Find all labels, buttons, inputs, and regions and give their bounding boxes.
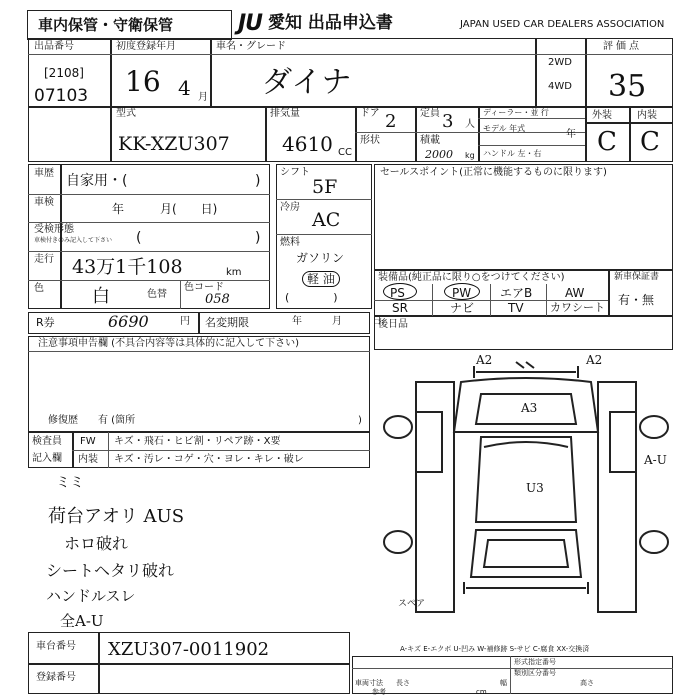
km-unit: km (226, 267, 242, 278)
fw-label: FW (80, 436, 96, 447)
rear-seat-label: 後日品 (378, 319, 408, 330)
chassis-label: 車台番号 (36, 641, 76, 652)
equip-aw: AW (565, 286, 585, 300)
interior-items: キズ・汚レ・コゲ・穴・ヨレ・キレ・破レ (114, 454, 304, 465)
yen-unit: 円 (180, 316, 190, 327)
receive-label: 受検形態 (34, 224, 74, 235)
equip-pw: PW (452, 286, 472, 300)
name-change-value: 年 月 日 (292, 316, 382, 327)
capacity-unit: 人 (465, 119, 475, 130)
color-label: 色 (34, 283, 44, 294)
length-label: 長さ (396, 679, 410, 687)
kg-unit: kg (465, 151, 475, 160)
rear-seat-box (374, 316, 673, 350)
inspector-label: 検査員 (32, 436, 62, 447)
model-label: 型式 (116, 108, 136, 119)
pw-circle (444, 283, 480, 300)
drive-4wd: 4WD (548, 81, 572, 92)
mark-u3-bed: U3 (526, 481, 544, 495)
score: 35 (608, 69, 647, 104)
note-5: ハンドルスレ (46, 587, 136, 605)
mark-a2-front-right: A2 (586, 353, 603, 367)
doors: 2 (385, 111, 397, 132)
exterior-grade: C (597, 127, 617, 157)
model-code: KK-XZU307 (118, 133, 230, 155)
lot-no: 07103 (34, 86, 89, 106)
fuel-value: ガソリン (296, 251, 345, 265)
receive-close: ) (255, 230, 261, 246)
receive-sub: 車検付きのみ記入して下さい (34, 237, 113, 244)
color-code-label: 色コード (184, 282, 224, 293)
sales-point-label: セールスポイント(正常に機能するものに限ります) (380, 167, 607, 178)
year-unit: 年 (566, 129, 576, 140)
mark-au-side: A-U (644, 453, 667, 467)
handle-label: ハンドル 左・右 (483, 149, 542, 158)
first-reg-year: 16 (125, 65, 161, 98)
spare-label: スペア (398, 599, 426, 609)
equipment-label: 装備品(純正品に限り○をつけてください) (378, 272, 565, 283)
fuel-label: 燃料 (280, 237, 300, 248)
drive-2wd: 2WD (548, 57, 572, 68)
equip-ps: PS (390, 286, 405, 300)
mileage-label: 走行 (34, 254, 54, 265)
month-unit: 月 (198, 92, 208, 103)
interior-grade: C (640, 127, 660, 157)
fuel-alt: 軽 油 (302, 271, 340, 287)
shift-value: 5F (312, 176, 338, 198)
new-warranty-label: 新車保証書 (614, 272, 660, 282)
usage-close: ) (255, 173, 261, 189)
mark-a3-cab: A3 (521, 401, 538, 415)
cm-unit: cm (476, 688, 487, 696)
storage-note: 車内保管・守衛保管 (38, 16, 174, 34)
mark-a2-front: A2 (476, 353, 493, 367)
cc-unit: CC (338, 147, 352, 158)
inspection-value: 年 月( 日) (112, 202, 218, 216)
note-2: 荷台アオリ AUS (48, 506, 185, 527)
repair-label: 修復歴 有 (箇所 (48, 415, 136, 426)
memo-label: 記入欄 (32, 453, 62, 464)
car-name: ダイナ (262, 65, 352, 100)
equip-tv: TV (508, 301, 524, 315)
lot-no-label: 出品番号 (34, 41, 74, 52)
model-year-label: モデル 年式 (483, 124, 526, 133)
color-change-label: 色替 (147, 289, 167, 300)
mileage-value: 43万1千108 (72, 256, 183, 278)
dim-label: 車両寸法 (355, 679, 383, 687)
note-3: ホロ破れ (64, 534, 129, 553)
ref-label: 参考 (372, 688, 386, 696)
inspection-label: 車検 (34, 197, 54, 208)
shift-label: シフト (280, 167, 310, 178)
equip-airbag: エアB (500, 286, 533, 300)
note-4: シートヘタリ破れ (46, 561, 175, 580)
interior-label2: 内装 (78, 454, 98, 465)
width-label: 幅 (500, 679, 507, 687)
displacement-label: 排気量 (270, 108, 300, 119)
lot-code: [2108] (44, 66, 84, 80)
first-reg-month: 4 (178, 76, 191, 100)
ju-logo: JU (238, 11, 263, 36)
dimensions-table (352, 656, 673, 694)
note-1: ミミ (56, 475, 84, 491)
displacement: 4610 (282, 132, 333, 156)
fw-items: キズ・飛石・ヒビ割・リペア跡・X要 (114, 436, 281, 447)
ps-circle (383, 283, 417, 300)
recycle-label: R券 (36, 316, 55, 329)
shape-label: 形状 (360, 135, 380, 146)
new-warranty-value: 有・無 (618, 293, 655, 307)
truck-damage-diagram (376, 352, 672, 632)
capacity: 3 (442, 111, 454, 132)
chassis-no: XZU307-0011902 (108, 639, 270, 660)
color-code: 058 (205, 292, 230, 307)
interior-label: 内装 (637, 110, 657, 121)
equip-sr: SR (392, 301, 408, 315)
notice-label: 注意事項申告欄 (不具合内容等は具体的に記入して下さい) (38, 338, 299, 349)
name-change-label: 名変期限 (205, 316, 249, 329)
org-en: JAPAN USED CAR DEALERS ASSOCIATION (460, 19, 665, 30)
equip-navi: ナビ (450, 301, 475, 315)
type-designation-label: 形式指定番号 (514, 658, 556, 666)
receive-value: ( (136, 230, 142, 246)
name-label: 車名・グレード (216, 41, 286, 52)
reg-no-label: 登録番号 (36, 672, 76, 683)
usage-value: 自家用・( (66, 173, 128, 189)
note-6: 全A-U (60, 612, 104, 630)
org-name: 愛知 出品申込書 (268, 13, 393, 33)
sales-point-box (374, 164, 673, 270)
load-label: 積載 (420, 135, 440, 146)
exterior-label: 外装 (592, 110, 612, 121)
fuel-paren: ( ) (285, 291, 338, 304)
storage-note-box (27, 10, 232, 40)
category-label: 類別区分番号 (514, 669, 556, 677)
doors-label: ドア (360, 108, 380, 119)
repair-close: ) (358, 415, 362, 426)
recycle-value: 6690 (108, 312, 149, 331)
equip-leather: カワシート (550, 301, 605, 314)
score-label: 評価点 (603, 41, 642, 52)
first-reg-label: 初度登録年月 (116, 41, 176, 52)
ac-label: 冷房 (280, 202, 300, 213)
dealer-label: ディーラー・並 行 (483, 108, 549, 117)
capacity-label: 定員 (420, 108, 440, 119)
height-label: 高さ (580, 679, 594, 687)
color-value: 白 (92, 286, 110, 307)
ac-value: AC (312, 209, 341, 231)
load-value: 2000 (425, 148, 453, 161)
usage-label: 車歴 (34, 168, 54, 179)
damage-legend: A-キズ E-エクボ U-凹み W-補修跡 S-サビ C-腐食 XX-交換済 (400, 645, 590, 653)
